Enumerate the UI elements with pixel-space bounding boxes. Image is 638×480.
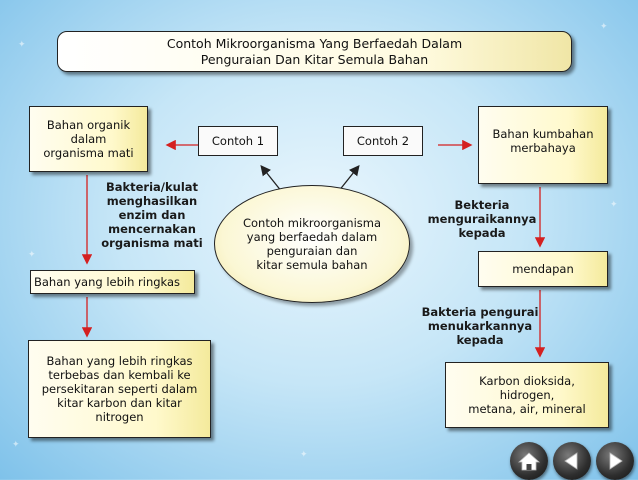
center-ellipse <box>214 185 410 303</box>
title-line-1: Contoh Mikroorganisma Yang Berfaedah Dalam <box>166 35 463 51</box>
box-text-line: dalam <box>70 132 107 146</box>
label-line: menukarkannya <box>427 319 533 333</box>
label-line: Bakteria pengurai <box>421 305 539 319</box>
forward-icon <box>596 442 634 480</box>
box-bahan-organik <box>29 106 148 172</box>
sparkle: ✦ <box>12 440 20 450</box>
home-button[interactable] <box>510 442 548 480</box>
label-line: organisma mati <box>101 236 203 250</box>
center-line: penguraian dan <box>266 244 358 258</box>
label-line: enzim dan <box>118 208 186 222</box>
label-line: menguraikannya <box>427 212 537 226</box>
box-mendapan <box>478 251 608 287</box>
box-bahan-terbebas <box>28 340 211 438</box>
box-contoh-1 <box>198 126 278 156</box>
sparkle: ✦ <box>600 22 608 32</box>
contoh-2-label: Contoh 2 <box>356 134 410 148</box>
center-line: Contoh mikroorganisma <box>242 216 382 230</box>
sparkle: ✦ <box>610 200 618 210</box>
title-line-2: Penguraian Dan Kitar Semula Bahan <box>200 51 429 67</box>
box-text-line: Bahan kumbahan <box>492 127 594 141</box>
box-text: Bahan yang lebih ringkas <box>34 275 181 289</box>
back-icon <box>553 442 591 480</box>
label-line: Bekteria <box>454 198 510 212</box>
box-contoh-2 <box>343 126 423 156</box>
box-text-line: terbebas dan kembali ke <box>48 368 191 382</box>
box-text-line: persekitaran seperti dalam <box>41 382 198 396</box>
box-karbon-dioksida <box>445 362 609 428</box>
box-text-line: hidrogen, <box>499 388 555 402</box>
box-text-line: metana, air, mineral <box>468 402 586 416</box>
box-text-line: kitar karbon dan kitar <box>57 396 182 410</box>
label-bekteria <box>422 198 542 240</box>
box-bahan-kumbahan <box>478 106 608 184</box>
home-icon <box>510 442 548 480</box>
label-line: kepada <box>458 226 506 240</box>
label-line: menghasilkan <box>106 194 198 208</box>
box-text: mendapan <box>512 262 574 276</box>
label-line: kepada <box>456 333 504 347</box>
box-text-line: Bahan organik <box>46 118 131 132</box>
box-text-line: organisma mati <box>43 146 134 160</box>
box-text-line: nitrogen <box>95 410 144 424</box>
label-line: mencernakan <box>108 222 196 236</box>
box-text-line: Bahan yang lebih ringkas <box>46 354 193 368</box>
sparkle: ✦ <box>300 450 308 460</box>
contoh-1-label: Contoh 1 <box>211 134 265 148</box>
label-bakteria-kulat <box>96 180 208 250</box>
forward-button[interactable] <box>596 442 634 480</box>
sparkle: ✦ <box>18 40 26 50</box>
label-line: Bakteria/kulat <box>105 180 199 194</box>
back-button[interactable] <box>553 442 591 480</box>
center-line: yang berfaedah dalam <box>246 230 378 244</box>
sparkle: ✦ <box>28 250 36 260</box>
label-bakteria-pengurai <box>417 305 543 347</box>
center-line: kitar semula bahan <box>256 258 368 272</box>
box-bahan-ringkas <box>30 270 195 294</box>
box-text-line: Karbon dioksida, <box>479 374 575 388</box>
box-text-line: merbahaya <box>510 141 576 155</box>
